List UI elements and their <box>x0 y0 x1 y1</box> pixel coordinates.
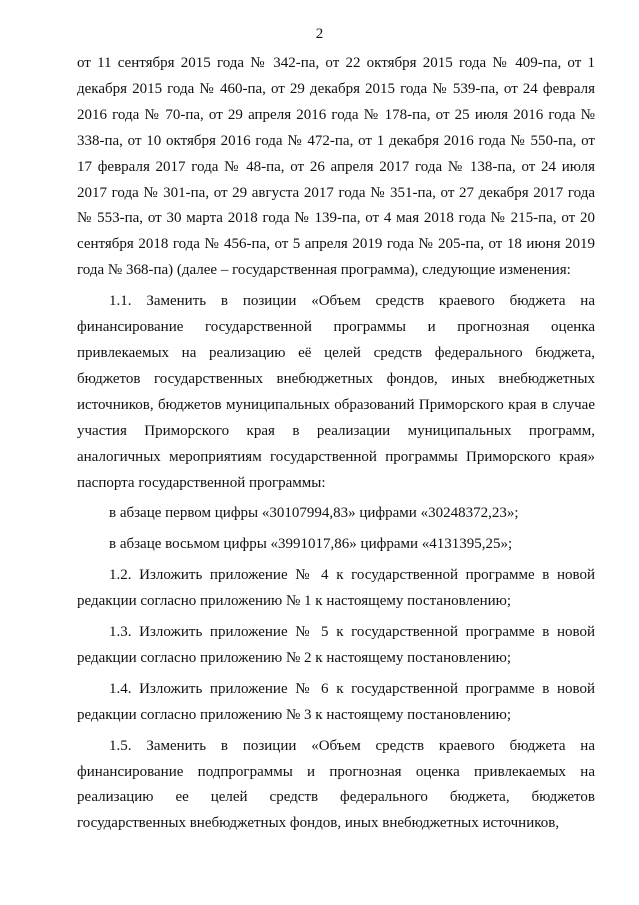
paragraph-1-2: 1.2. Изложить приложение № 4 к государственной программе в новой редакции согласно приложению № 1 к настоящему постановлению; <box>77 567 595 610</box>
paragraph-1-1: 1.1. Заменить в позиции «Объем средств краевого бюджета на финансирование государственной программы и прогнозная оценка привлекаемых на реализацию её целей средств федерального бюджета, бюджетов государственных внебюджетных фондов, иных внебюджетных источников, бюджетов муниципальных образований Приморского края в случае участия Приморского края в реализации муниципальных программ, аналогичных мероприятиям государственной программы Приморского края» паспорта государственной программы: <box>77 293 595 491</box>
paragraph-amendment-list: от 11 сентября 2015 года № 342-па, от 22 октября 2015 года № 409-па, от 1 декабря 2015 года № 460-па, от 29 декабря 2015 года № 539-па, от 24 февраля 2016 года № 70-па, от 29 апреля 2016 года № 178-па, от 25 июля 2016 года № 338-па, от 10 октября 2016 года № 472-па, от 1 декабря 2016 года № 550-па, от 17 февраля 2017 года № 48-па, от 26 апреля 2017 года № 138-па, от 24 июля 2017 года № 301-па, от 29 августа 2017 года № 351-па, от 27 декабря 2017 года № 553-па, от 30 марта 2018 года № 139-па, от 4 мая 2018 года № 215-па, от 20 сентября 2018 года № 456-па, от 5 апреля 2019 года № 205-па, от 18 июня 2019 года № 368-па) (далее – государственная программа), следующие изменения: <box>77 55 595 279</box>
paragraph-1-5: 1.5. Заменить в позиции «Объем средств краевого бюджета на финансирование подпрограммы и прогнозная оценка привлекаемых на реализацию ее целей средств федерального бюджета, бюджетов государственных внебюджетных фондов, иных внебюджетных источников, <box>77 737 595 832</box>
paragraph-eighth-abzac: в абзаце восьмом цифры «3991017,86» цифрами «4131395,25»; <box>109 536 513 553</box>
paragraph-1-3: 1.3. Изложить приложение № 5 к государственной программе в новой редакции согласно приложению № 2 к настоящему постановлению; <box>77 624 595 666</box>
page-number: 2 <box>315 26 324 42</box>
paragraph-first-abzac: в абзаце первом цифры «30107994,83» цифрами «30248372,23»; <box>109 505 519 522</box>
paragraph-1-4: 1.4. Изложить приложение № 6 к государственной программе в новой редакции согласно приложению № 3 к настоящему постановлению; <box>77 680 595 723</box>
document-body <box>77 51 595 837</box>
